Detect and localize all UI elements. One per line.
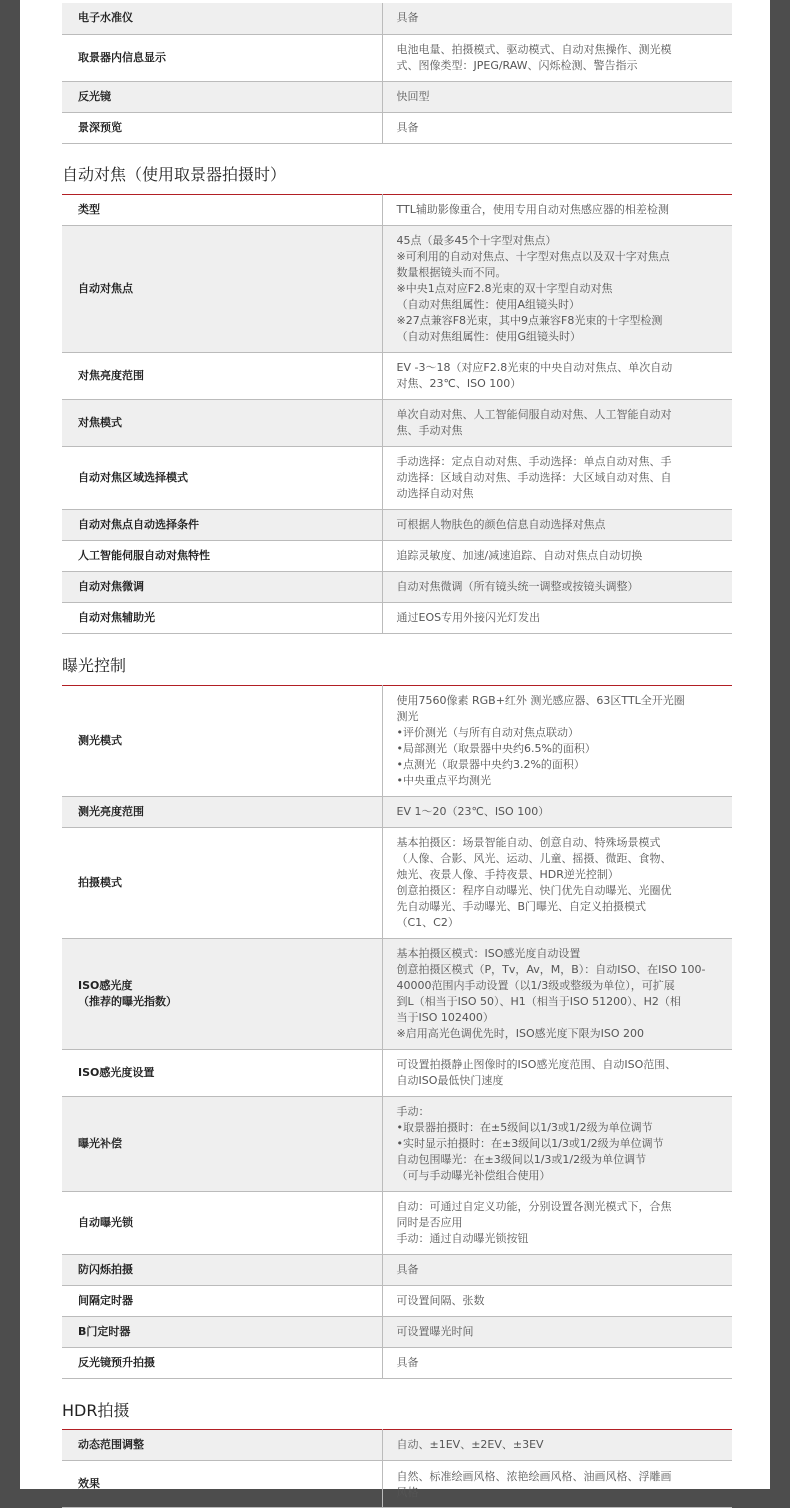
row-value: 自动：可通过自定义功能，分别设置各测光模式下，合焦 同时是否应用 手动：通过自动曝光锁按钮 bbox=[382, 1192, 732, 1255]
spec-page bbox=[20, 0, 770, 1499]
table-row bbox=[62, 1050, 732, 1097]
row-value: 可设置曝光时间 bbox=[382, 1317, 732, 1348]
table-row bbox=[62, 1286, 732, 1317]
row-label: 对焦亮度范围 bbox=[62, 353, 382, 400]
row-label: 人工智能伺服自动对焦特性 bbox=[62, 541, 382, 572]
row-value: 使用7560像素 RGB+红外 测光感应器、63区TTL全开光圈 测光 •评价测光（与所有自动对焦点联动） •局部测光（取景器中央约6.5%的面积） •点测光（取景器中央约3.2%的面积） •中央重点平均测光 bbox=[382, 686, 732, 797]
row-label: 反光镜 bbox=[62, 81, 382, 112]
spec-table-autofocus bbox=[62, 194, 732, 634]
row-value: 手动选择：定点自动对焦、手动选择：单点自动对焦、手 动选择：区域自动对焦、手动选择：大区域自动对焦、自 动选择自动对焦 bbox=[382, 447, 732, 510]
table-row bbox=[62, 1317, 732, 1348]
row-label: 拍摄模式 bbox=[62, 828, 382, 939]
row-label: 自动对焦点自动选择条件 bbox=[62, 510, 382, 541]
table-row bbox=[62, 81, 732, 112]
row-value: EV 1～20（23℃、ISO 100） bbox=[382, 797, 732, 828]
row-value: 可设置拍摄静止图像时的ISO感光度范围、自动ISO范围、 自动ISO最低快门速度 bbox=[382, 1050, 732, 1097]
row-value: 基本拍摄区模式：ISO感光度自动设置 创意拍摄区模式（P，Tv，Av，M，B）：自动ISO、在ISO 100- 40000范围内手动设置（以1/3级或整级为单位），可扩展 到L（相当于ISO 50）、H1（相当于ISO 51200）、H2（相 当于ISO 102400） ※启用高光色调优先时，ISO感光度下限为ISO 200 bbox=[382, 939, 732, 1050]
table-row bbox=[62, 195, 732, 226]
row-label: 自动对焦点 bbox=[62, 226, 382, 353]
table-row bbox=[62, 1255, 732, 1286]
table-row bbox=[62, 400, 732, 447]
table-row bbox=[62, 1097, 732, 1192]
row-value: 追踪灵敏度、加速/减速追踪、自动对焦点自动切换 bbox=[382, 541, 732, 572]
table-row bbox=[62, 541, 732, 572]
row-label: 对焦模式 bbox=[62, 400, 382, 447]
table-row bbox=[62, 112, 732, 143]
spec-table-hdr bbox=[62, 1429, 732, 1508]
table-row bbox=[62, 510, 732, 541]
table-row bbox=[62, 1348, 732, 1379]
row-label: 测光亮度范围 bbox=[62, 797, 382, 828]
row-value: 具备 bbox=[382, 1348, 732, 1379]
row-label: 自动对焦辅助光 bbox=[62, 603, 382, 634]
row-label: 自动对焦区域选择模式 bbox=[62, 447, 382, 510]
table-row bbox=[62, 353, 732, 400]
table-row bbox=[62, 1430, 732, 1461]
row-label: 间隔定时器 bbox=[62, 1286, 382, 1317]
table-row bbox=[62, 686, 732, 797]
row-label: 测光模式 bbox=[62, 686, 382, 797]
table-row bbox=[62, 226, 732, 353]
table-row bbox=[62, 3, 732, 34]
table-row bbox=[62, 1192, 732, 1255]
row-label: ISO感光度 （推荐的曝光指数） bbox=[62, 939, 382, 1050]
row-value: 电池电量、拍摄模式、驱动模式、自动对焦操作、测光模 式、图像类型：JPEG/RAW、闪烁检测、警告指示 bbox=[382, 34, 732, 81]
row-value: 快回型 bbox=[382, 81, 732, 112]
row-label: ISO感光度设置 bbox=[62, 1050, 382, 1097]
row-value: 可根据人物肤色的颜色信息自动选择对焦点 bbox=[382, 510, 732, 541]
row-label: 曝光补偿 bbox=[62, 1097, 382, 1192]
row-value: 手动： •取景器拍摄时：在±5级间以1/3或1/2级为单位调节 •实时显示拍摄时：在±3级间以1/3或1/2级为单位调节 自动包围曝光：在±3级间以1/3或1/2级为单位调节 （可与手动曝光补偿组合使用） bbox=[382, 1097, 732, 1192]
spec-table-viewfinder bbox=[62, 3, 732, 144]
row-value: EV -3～18（对应F2.8光束的中央自动对焦点、单次自动 对焦、23℃、ISO 100） bbox=[382, 353, 732, 400]
row-value: TTL辅助影像重合，使用专用自动对焦感应器的相差检测 bbox=[382, 195, 732, 226]
table-row bbox=[62, 797, 732, 828]
row-label: 反光镜预升拍摄 bbox=[62, 1348, 382, 1379]
row-value: 具备 bbox=[382, 112, 732, 143]
row-value: 通过EOS专用外接闪光灯发出 bbox=[382, 603, 732, 634]
table-row bbox=[62, 572, 732, 603]
spec-table-exposure bbox=[62, 685, 732, 1379]
row-value: 45点（最多45个十字型对焦点） ※可利用的自动对焦点、十字型对焦点以及双十字对焦点 数量根据镜头而不同。 ※中央1点对应F2.8光束的双十字型自动对焦 （自动对焦组属性：使用A组镜头时） ※27点兼容F8光束，其中9点兼容F8光束的十字型检测 （自动对焦组属性：使用G组镜头时） bbox=[382, 226, 732, 353]
table-row bbox=[62, 939, 732, 1050]
row-label: 效果 bbox=[62, 1461, 382, 1508]
row-value: 自动对焦微调（所有镜头统一调整或按镜头调整） bbox=[382, 572, 732, 603]
table-row bbox=[62, 1461, 732, 1508]
section-title-exposure: 曝光控制 bbox=[62, 656, 127, 675]
row-label: 动态范围调整 bbox=[62, 1430, 382, 1461]
row-label: B门定时器 bbox=[62, 1317, 382, 1348]
row-label: 取景器内信息显示 bbox=[62, 34, 382, 81]
table-row bbox=[62, 447, 732, 510]
row-value: 可设置间隔、张数 bbox=[382, 1286, 732, 1317]
row-value: 单次自动对焦、人工智能伺服自动对焦、人工智能自动对 焦、手动对焦 bbox=[382, 400, 732, 447]
table-row bbox=[62, 828, 732, 939]
table-row bbox=[62, 603, 732, 634]
row-label: 景深预览 bbox=[62, 112, 382, 143]
row-label: 自动对焦微调 bbox=[62, 572, 382, 603]
row-label: 类型 bbox=[62, 195, 382, 226]
row-value: 具备 bbox=[382, 1255, 732, 1286]
row-label: 电子水准仪 bbox=[62, 3, 382, 34]
table-row bbox=[62, 34, 732, 81]
row-value: 自动、±1EV、±2EV、±3EV bbox=[382, 1430, 732, 1461]
row-label: 防闪烁拍摄 bbox=[62, 1255, 382, 1286]
section-title-autofocus: 自动对焦（使用取景器拍摄时） bbox=[62, 165, 287, 184]
section-title-hdr: HDR拍摄 bbox=[62, 1401, 130, 1420]
row-value: 自然、标准绘画风格、浓艳绘画风格、油画风格、浮雕画 风格 bbox=[382, 1461, 732, 1508]
row-value: 具备 bbox=[382, 3, 732, 34]
row-label: 自动曝光锁 bbox=[62, 1192, 382, 1255]
row-value: 基本拍摄区：场景智能自动、创意自动、特殊场景模式 （人像、合影、风光、运动、儿童、摇摄、微距、食物、 烛光、夜景人像、手持夜景、HDR逆光控制） 创意拍摄区：程序自动曝光、快门优先自动曝光、光圈优 先自动曝光、手动曝光、B门曝光、自定义拍摄模式 （C1、C2） bbox=[382, 828, 732, 939]
